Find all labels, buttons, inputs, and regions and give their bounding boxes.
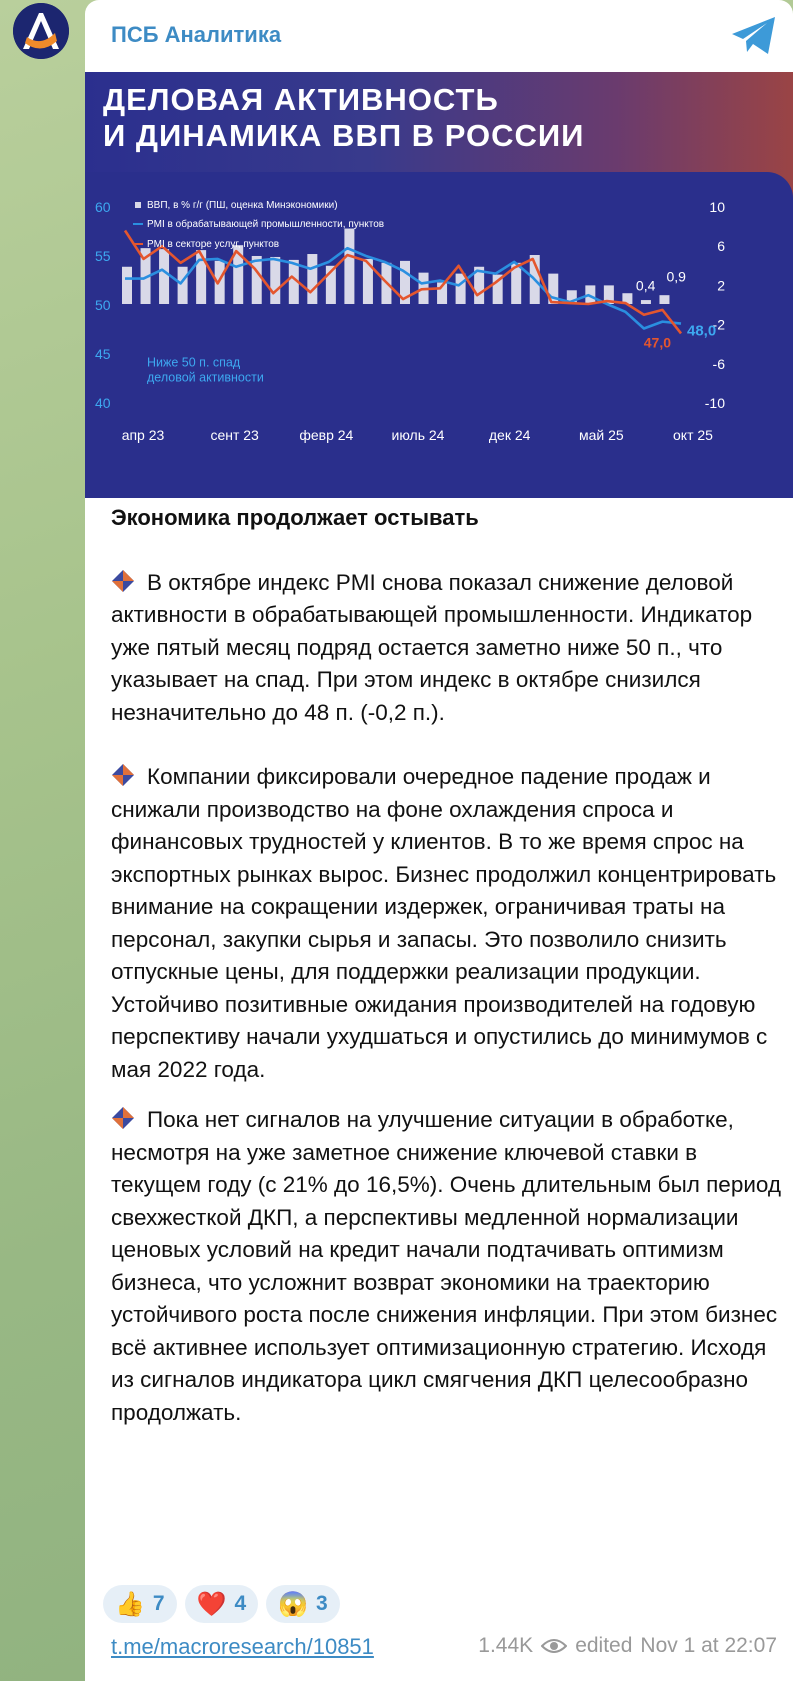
data-label-services: 47,0 bbox=[643, 334, 671, 351]
chart-image[interactable] bbox=[85, 72, 793, 498]
chart-title-line2: И ДИНАМИКА ВВП В РОССИИ bbox=[103, 118, 585, 153]
heart-icon: ❤️ bbox=[196, 1590, 227, 1618]
message-bubble bbox=[85, 0, 793, 1681]
diamond-bullet-icon bbox=[111, 763, 135, 787]
post-text bbox=[111, 502, 783, 1461]
thumbs-up-icon: 👍 bbox=[115, 1590, 145, 1618]
reaction-count: 4 bbox=[234, 1592, 247, 1615]
post-paragraph-3 bbox=[111, 1104, 783, 1429]
plot-panel bbox=[85, 172, 793, 498]
post-link[interactable]: t.me/macroresearch/10851 bbox=[111, 1634, 374, 1659]
reaction-heart[interactable] bbox=[185, 1585, 259, 1623]
x-tick-label: июль 24 bbox=[391, 427, 445, 443]
y-right-tick: 2 bbox=[717, 277, 725, 294]
gdp-bar bbox=[456, 274, 466, 304]
telegram-share-icon[interactable] bbox=[729, 14, 779, 58]
post-paragraph-2-text: Компании фиксировали очередное падение продаж и снижали производство на фоне охлаждения спроса и финансовых трудностей у клиентов. В то же время спрос на экспортных рынках вырос. Бизнес продолжил концентрировать внимание на сокращении издержек, ограничивая траты на персонал, закупки сырья и запасы. Это позволило снизить отпускные цены, для поддержки реализации продукции. Устойчиво позитивные ожидания производителей на годовую перспективу начали ухудшаться и опустились до минимумов с мая 2022 года. bbox=[111, 764, 777, 1082]
y-right-tick: -2 bbox=[712, 316, 725, 333]
post-paragraph-2 bbox=[111, 761, 783, 1086]
gdp-bar bbox=[252, 256, 262, 304]
post-headline: Экономика продолжает остывать bbox=[111, 505, 479, 530]
diamond-bullet-icon bbox=[111, 569, 135, 593]
message-date: Nov 1 at 22:07 bbox=[640, 1634, 777, 1657]
chart-title-line1: ДЕЛОВАЯ АКТИВНОСТЬ bbox=[103, 82, 499, 117]
y-left-tick: 60 bbox=[95, 199, 111, 215]
reactions-bar bbox=[103, 1585, 340, 1623]
chart-annotation: деловой активности bbox=[147, 370, 264, 385]
chart-annotation: Ниже 50 п. спад bbox=[147, 355, 241, 370]
gdp-bar bbox=[122, 267, 132, 304]
reaction-count: 3 bbox=[316, 1592, 328, 1615]
y-left-tick: 55 bbox=[95, 248, 111, 264]
chart-title bbox=[103, 82, 584, 154]
x-tick-label: апр 23 bbox=[121, 427, 165, 443]
message-footer bbox=[111, 1634, 777, 1666]
eye-icon bbox=[541, 1637, 567, 1655]
y-right-tick: 6 bbox=[717, 238, 725, 255]
y-left-tick: 40 bbox=[95, 395, 111, 411]
gdp-bar bbox=[641, 300, 651, 304]
chart-svg bbox=[85, 172, 793, 498]
x-tick-label: окт 25 bbox=[673, 427, 713, 443]
y-left-tick: 50 bbox=[95, 297, 111, 313]
x-tick-label: сент 23 bbox=[210, 427, 259, 443]
data-label-gdp: 0,9 bbox=[666, 268, 686, 285]
post-paragraph-3-text: Пока нет сигналов на улучшение ситуации в обработке, несмотря на уже заметное снижение ключевой ставки в текущем году (с 21% до 16,5%). Очень длительным был период свехжесткой ДКП, а перспективы медленной нормализации ценовых условий на кредит начали подтачивать оптимизм бизнеса, что усложнит возврат экономики на траекторию устойчивого роста после снижения инфляции. При этом бизнес всё активнее использует оптимизационную стратегию. Исходя из сигналов индикатора цикл смягчения ДКП целесообразно продолжать. bbox=[111, 1107, 782, 1425]
edited-label: edited bbox=[575, 1634, 633, 1657]
reaction-count: 7 bbox=[152, 1592, 165, 1615]
y-right-tick: -10 bbox=[704, 395, 725, 411]
scream-face-icon: 😱 bbox=[278, 1590, 309, 1618]
message-meta bbox=[478, 1634, 777, 1658]
gdp-bar bbox=[178, 267, 188, 304]
gdp-bar bbox=[344, 229, 354, 304]
y-left-tick: 45 bbox=[95, 346, 111, 362]
x-tick-label: февр 24 bbox=[299, 427, 354, 443]
gdp-bar bbox=[307, 254, 317, 304]
avatar-logo-icon bbox=[13, 3, 69, 59]
channel-avatar[interactable] bbox=[13, 3, 69, 59]
x-tick-label: май 25 bbox=[578, 427, 624, 443]
gdp-bar bbox=[270, 257, 280, 304]
data-label-manufacturing: 48,0 bbox=[687, 322, 717, 340]
y-right-tick: -6 bbox=[712, 355, 725, 372]
x-tick-label: дек 24 bbox=[488, 427, 531, 443]
legend-label: ВВП, в % г/г (ПШ, оценка Минэкономики) bbox=[147, 200, 338, 211]
post-paragraph-1-text: В октябре индекс PMI снова показал снижение деловой активности в обрабатывающей промышленности. Индикатор уже пятый месяц подряд остается заметно ниже 50 п., что указывает на спад. При этом индекс в октябре снизился незначительно до 48 п. (-0,2 п.). bbox=[111, 569, 753, 725]
post-paragraph-1 bbox=[111, 567, 783, 730]
views-count: 1.44K bbox=[478, 1634, 534, 1657]
gdp-bar bbox=[659, 295, 669, 304]
reaction-thumbs-up[interactable] bbox=[103, 1585, 177, 1623]
diamond-bullet-icon bbox=[111, 1106, 135, 1130]
legend-label: PMI в обрабатывающей промышленности, пунктов bbox=[147, 219, 385, 230]
legend-swatch bbox=[135, 202, 141, 208]
legend-label: PMI в секторе услуг, пунктов bbox=[147, 239, 280, 250]
gdp-bar bbox=[159, 249, 169, 304]
channel-name[interactable]: ПСБ Аналитика bbox=[111, 22, 282, 47]
y-right-tick: 10 bbox=[709, 199, 725, 215]
reaction-scream[interactable] bbox=[266, 1585, 340, 1623]
data-label-gdp: 0,4 bbox=[635, 277, 656, 294]
